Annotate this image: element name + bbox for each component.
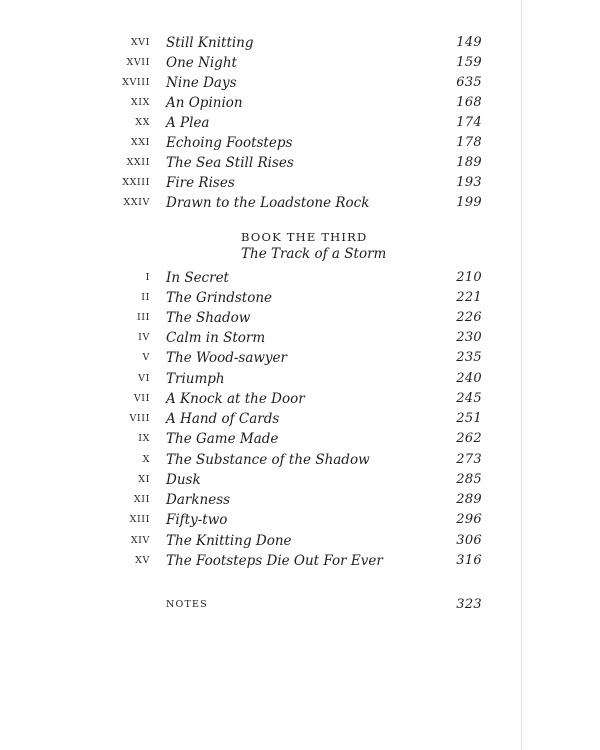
chapter-row: [0, 33, 600, 53]
chapter-row: [0, 73, 600, 93]
chapter-row: [0, 551, 600, 571]
chapter-title: The Shadow: [166, 310, 251, 326]
chapter-title: Darkness: [166, 492, 231, 508]
chapter-title: The Substance of the Shadow: [166, 452, 370, 468]
chapter-page-number: 149: [456, 35, 482, 50]
chapter-page-number: 306: [456, 533, 482, 548]
chapter-row: [0, 409, 600, 429]
chapter-page-number: 316: [456, 553, 482, 568]
chapter-numeral: VII: [133, 393, 150, 404]
chapter-numeral: IV: [138, 332, 150, 343]
chapter-row: [0, 348, 600, 368]
chapter-page-number: 221: [456, 290, 482, 305]
chapter-title: A Hand of Cards: [166, 411, 280, 427]
book-label: BOOK THE THIRD: [241, 230, 368, 244]
chapter-numeral: XX: [135, 117, 150, 128]
chapter-numeral: XXI: [130, 137, 150, 148]
chapter-page-number: 226: [456, 310, 482, 325]
chapter-row: [0, 113, 600, 133]
chapter-title: A Knock at the Door: [166, 391, 305, 407]
chapter-numeral: XV: [135, 555, 150, 566]
notes-row: [0, 595, 600, 615]
chapter-numeral: XVI: [130, 37, 150, 48]
chapter-title: The Footsteps Die Out For Ever: [166, 553, 383, 569]
chapter-title: The Game Made: [166, 431, 279, 447]
chapter-title: The Knitting Done: [166, 533, 292, 549]
chapter-numeral: XII: [133, 494, 150, 505]
chapter-numeral: XVIII: [122, 77, 150, 88]
chapter-page-number: 245: [456, 391, 482, 406]
chapter-row: [0, 153, 600, 173]
chapter-row: [0, 429, 600, 449]
chapter-row: [0, 531, 600, 551]
chapter-page-number: 178: [456, 135, 482, 150]
chapter-title: Fifty-two: [166, 512, 228, 528]
chapter-page-number: 635: [456, 75, 482, 90]
chapter-title: The Sea Still Rises: [166, 155, 294, 171]
chapter-row: [0, 93, 600, 113]
chapter-numeral: XXIII: [122, 177, 150, 188]
chapter-row: [0, 193, 600, 213]
chapter-numeral: XXIV: [123, 197, 150, 208]
chapter-page-number: 251: [456, 411, 482, 426]
chapter-row: [0, 53, 600, 73]
chapter-page-number: 273: [456, 452, 482, 467]
chapter-page-number: 193: [456, 175, 482, 190]
chapter-page-number: 285: [456, 472, 482, 487]
chapter-title: One Night: [166, 55, 237, 71]
chapter-title: Still Knitting: [166, 35, 254, 51]
chapter-page-number: 289: [456, 492, 482, 507]
chapter-title: An Opinion: [166, 95, 243, 111]
chapter-numeral: X: [142, 454, 150, 465]
chapter-numeral: II: [141, 292, 150, 303]
chapter-numeral: IX: [138, 433, 150, 444]
chapter-numeral: XXII: [126, 157, 150, 168]
chapter-row: [0, 389, 600, 409]
chapter-page-number: 168: [456, 95, 482, 110]
chapter-numeral: XIV: [130, 535, 150, 546]
chapter-title: Nine Days: [166, 75, 237, 91]
chapter-page-number: 159: [456, 55, 482, 70]
chapter-page-number: 189: [456, 155, 482, 170]
chapter-title: Drawn to the Loadstone Rock: [166, 195, 370, 211]
chapter-title: Dusk: [166, 472, 201, 488]
chapter-page-number: 174: [456, 115, 482, 130]
chapter-row: [0, 490, 600, 510]
book-subtitle: The Track of a Storm: [241, 246, 387, 262]
chapter-numeral: III: [136, 312, 150, 323]
chapter-title: In Secret: [166, 270, 229, 286]
chapter-row: [0, 173, 600, 193]
chapter-title: The Grindstone: [166, 290, 273, 306]
chapter-row: [0, 268, 600, 288]
chapter-title: Calm in Storm: [166, 330, 266, 346]
chapter-row: [0, 450, 600, 470]
chapter-title: The Wood-sawyer: [166, 350, 287, 366]
chapter-page-number: 210: [456, 270, 482, 285]
chapter-row: [0, 288, 600, 308]
chapter-page-number: 230: [456, 330, 482, 345]
chapter-page-number: 199: [456, 195, 482, 210]
chapter-row: [0, 510, 600, 530]
chapter-page-number: 240: [456, 371, 482, 386]
chapter-page-number: 296: [456, 512, 482, 527]
chapter-row: [0, 470, 600, 490]
chapter-numeral: I: [145, 272, 150, 283]
chapter-numeral: XVII: [126, 57, 150, 68]
chapter-numeral: VI: [138, 373, 150, 384]
chapter-numeral: XIII: [129, 514, 150, 525]
notes-label: NOTES: [166, 599, 208, 610]
chapter-numeral: V: [142, 352, 150, 363]
chapter-title: Fire Rises: [166, 175, 235, 191]
chapter-title: Triumph: [166, 371, 225, 387]
chapter-title: Echoing Footsteps: [166, 135, 293, 151]
chapter-page-number: 262: [456, 431, 482, 446]
chapter-numeral: XI: [138, 474, 150, 485]
chapter-row: [0, 328, 600, 348]
chapter-row: [0, 369, 600, 389]
chapter-title: A Plea: [166, 115, 210, 131]
chapter-row: [0, 133, 600, 153]
chapter-numeral: VIII: [129, 413, 150, 424]
chapter-numeral: XIX: [130, 97, 150, 108]
chapter-row: [0, 308, 600, 328]
chapter-page-number: 235: [456, 350, 482, 365]
notes-page-number: 323: [456, 597, 482, 612]
